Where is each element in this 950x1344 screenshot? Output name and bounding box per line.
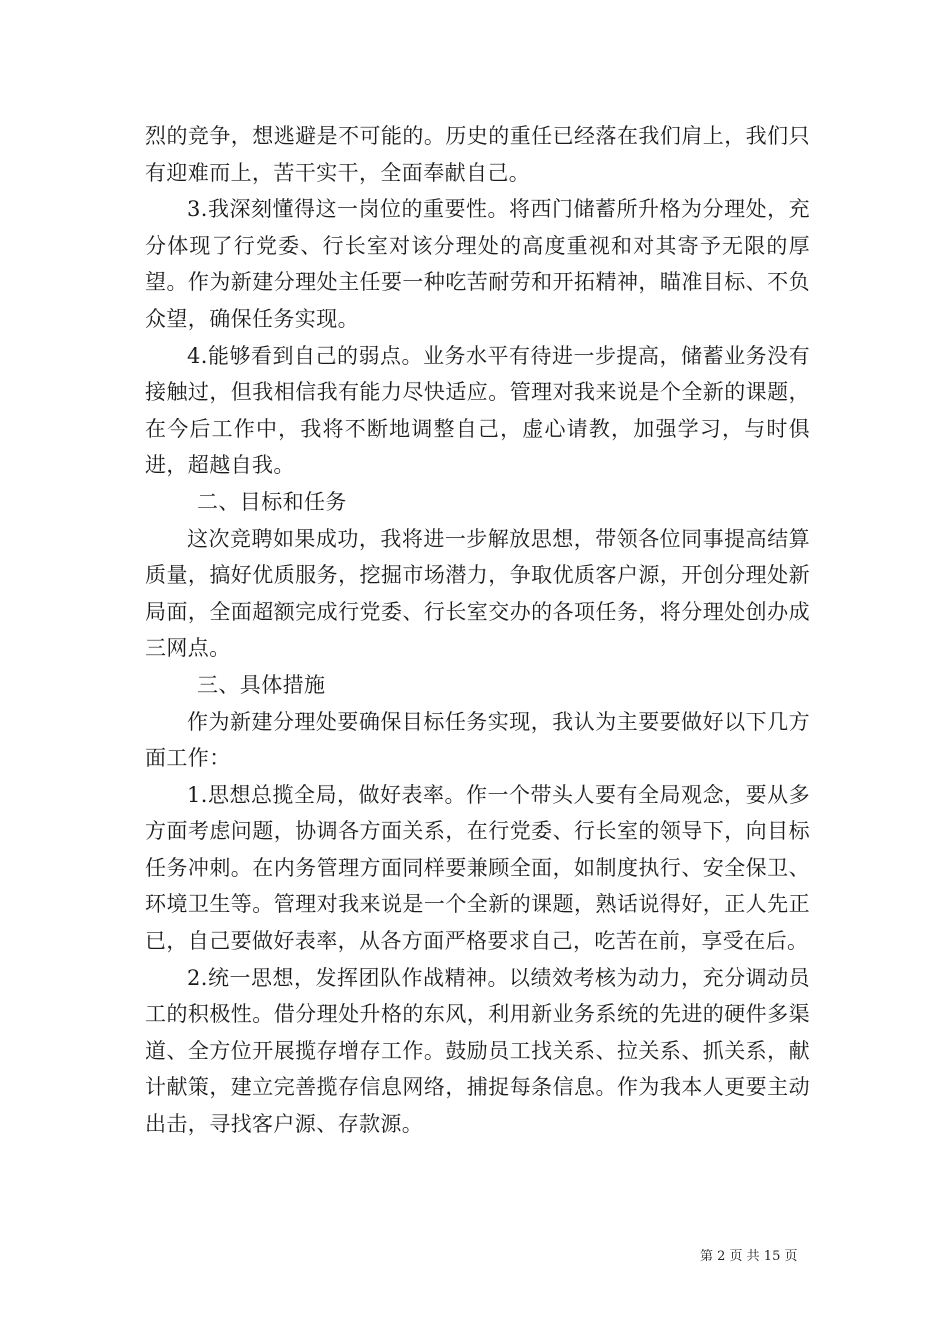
paragraph-measure-1: 1.思想总揽全局，做好表率。作一个带头人要有全局观念，要从多方面考虑问题，协调各方面关系，在行党委、行长室的领导下，向目标任务冲刺。在内务管理方面同样要兼顾全面，如制度执行、安全保卫、环境卫生等。管理对我来说是一个全新的课题，熟话说得好，正人先正已，自己要做好表率，从各方面严格要求自己，吃苦在前，享受在后。 — [145, 782, 810, 954]
page-number-footer: 第 2 页 共 15 页 — [700, 1249, 798, 1264]
section-heading-measures: 三、具体措施 — [197, 672, 326, 697]
document-body — [145, 118, 810, 1143]
paragraph-goals: 这次竞聘如果成功，我将进一步解放思想，带领各位同事提高结算质量，搞好优质服务，挖掘市场潜力，争取优质客户源，开创分理处新局面，全面超额完成行党委、行长室交办的各项任务，将分理处创办成三网点。 — [145, 526, 810, 661]
paragraph-item-4: 4.能够看到自己的弱点。业务水平有待进一步提高，储蓄业务没有接触过，但我相信我有能力尽快适应。管理对我来说是个全新的课题，在今后工作中，我将不断地调整自己，虚心请教，加强学习，与时俱进，超越自我。 — [145, 343, 810, 478]
paragraph-measures-intro: 作为新建分理处要确保目标任务实现，我认为主要要做好以下几方面工作： — [145, 709, 810, 771]
section-heading-goals: 二、目标和任务 — [197, 489, 347, 514]
paragraph-measure-2: 2.统一思想，发挥团队作战精神。以绩效考核为动力，充分调动员工的积极性。借分理处升格的东风，利用新业务系统的先进的硬件多渠道、全方位开展揽存增存工作。鼓励员工找关系、拉关系、抓关系，献计献策，建立完善揽存信息网络，捕捉每条信息。作为我本人更要主动出击，寻找客户源、存款源。 — [145, 965, 810, 1137]
paragraph-item-3: 3.我深刻懂得这一岗位的重要性。将西门储蓄所升格为分理处，充分体现了行党委、行长室对该分理处的高度重视和对其寄予无限的厚望。作为新建分理处主任要一种吃苦耐劳和开拓精神，瞄准目标、不负众望，确保任务实现。 — [145, 197, 810, 331]
paragraph-continuation: 烈的竞争，想逃避是不可能的。历史的重任已经落在我们肩上，我们只有迎难而上，苦干实干，全面奉献自己。 — [145, 124, 810, 185]
